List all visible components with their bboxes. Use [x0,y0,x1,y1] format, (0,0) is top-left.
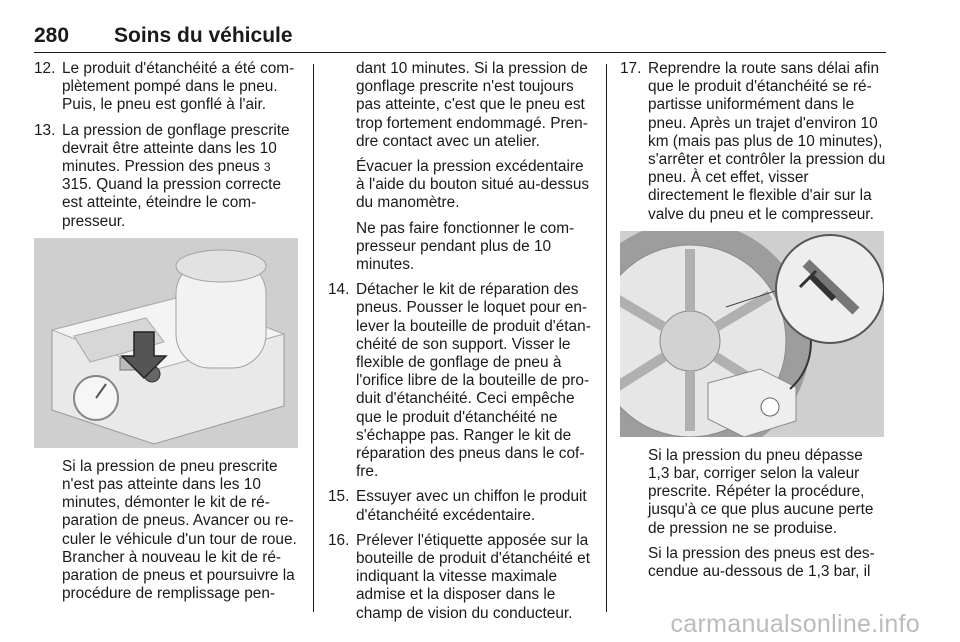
column-divider [313,64,314,612]
step-number: 17. [620,60,642,77]
step-number: 16. [328,531,350,549]
paragraph-continued: dant 10 minutes. Si la pression de gonflage prescrite n'est toujours pas atteinte, c'est que le pneu est trop fortement endommagé. Prendre contact avec un atelier. [356,60,588,150]
step-12 [34,60,298,115]
step-text: Prélever l'étiquette apposée sur la bouteille de produit d'étanchéité et indiquant la vitesse maximale admise et la disposer dans le champ de vision du conducteur. [356,531,590,622]
step-16 [328,532,592,623]
step-text: Reprendre la route sans délai afin que le produit d'étanchéité se répartisse uniformément dans le pneu. Après un trajet d'environ 10 km (mais pas plus de 10 minutes), s'arrêter et contrôler la pression du pneu. À cet effet, visser directement le flexible d'air sur la valve du pneu et le compresseur. [648,60,886,223]
wheel-valve-illustration [620,231,884,437]
paragraph: Évacuer la pression excédentaire à l'aide du bouton situé au-dessus du manomètre. [356,158,590,212]
step-number: 14. [328,281,350,299]
step-number: 12. [34,60,56,77]
step-text: Le produit d'étanchéité a été complètement pompé dans le pneu. Puis, le pneu est gonflé à l'air. [62,60,295,114]
step-15 [328,488,592,524]
column-2 [328,60,592,630]
page-number: 280 [34,24,70,47]
reference-arrow-icon: 3 [263,160,271,175]
section-title: Soins du véhicule [114,24,293,47]
paragraph: Si la pression de pneu prescrite n'est pas atteinte dans les 10 minutes, démonter le kit de réparation de pneus. Avancer ou reculer le véhicule d'un tour de roue. Brancher à nouveau le kit de réparation de pneus et poursuivre la procédure de remplissage pen- [62,457,297,603]
tire-repair-kit-illustration [34,238,298,448]
watermark: carmanualsonline.info [670,610,920,638]
paragraph: Ne pas faire fonctionner le compresseur pendant plus de 10 minutes. [356,219,575,274]
step-number: 15. [328,488,350,506]
step-text: Essuyer avec un chiffon le produit d'étanchéité excédentaire. [356,488,587,524]
step-text: La pression de gonflage prescrite devrait être atteinte dans les 10 minutes. Pression des pneus [62,121,290,176]
figure-sealant-kit [34,238,298,448]
step-number: 13. [34,121,56,139]
step-text: Détacher le kit de réparation des pneus. Pousser le loquet pour enlever la bouteille de produit d'étanchéité de son support. Visser le flexible de gonflage de pneu à l'orifice libre de la bouteille de produit d'étanchéité. Ceci empêche que le produit d'étanchéité ne s'échappe pas. Ranger le kit de réparation des pneus dans le coffre. [356,281,591,481]
paragraph: Si la pression du pneu dépasse 1,3 bar, corriger selon la valeur prescrite. Répéter la procédure, jusqu'à ce que plus aucune perte de pression ne se produise. [648,446,874,537]
step-14 [328,281,592,481]
column-1 [34,60,298,610]
page-header [34,24,886,53]
figure-valve-hose [620,231,886,437]
step-text-continued: 315. Quand la pression correcte est atteinte, éteindre le compresseur. [62,176,282,230]
column-divider [606,64,607,612]
step-17 [620,60,886,224]
paragraph: Si la pression des pneus est descendue au-dessous de 1,3 bar, il [648,544,875,581]
column-3 [620,60,886,588]
step-13 [34,122,298,231]
